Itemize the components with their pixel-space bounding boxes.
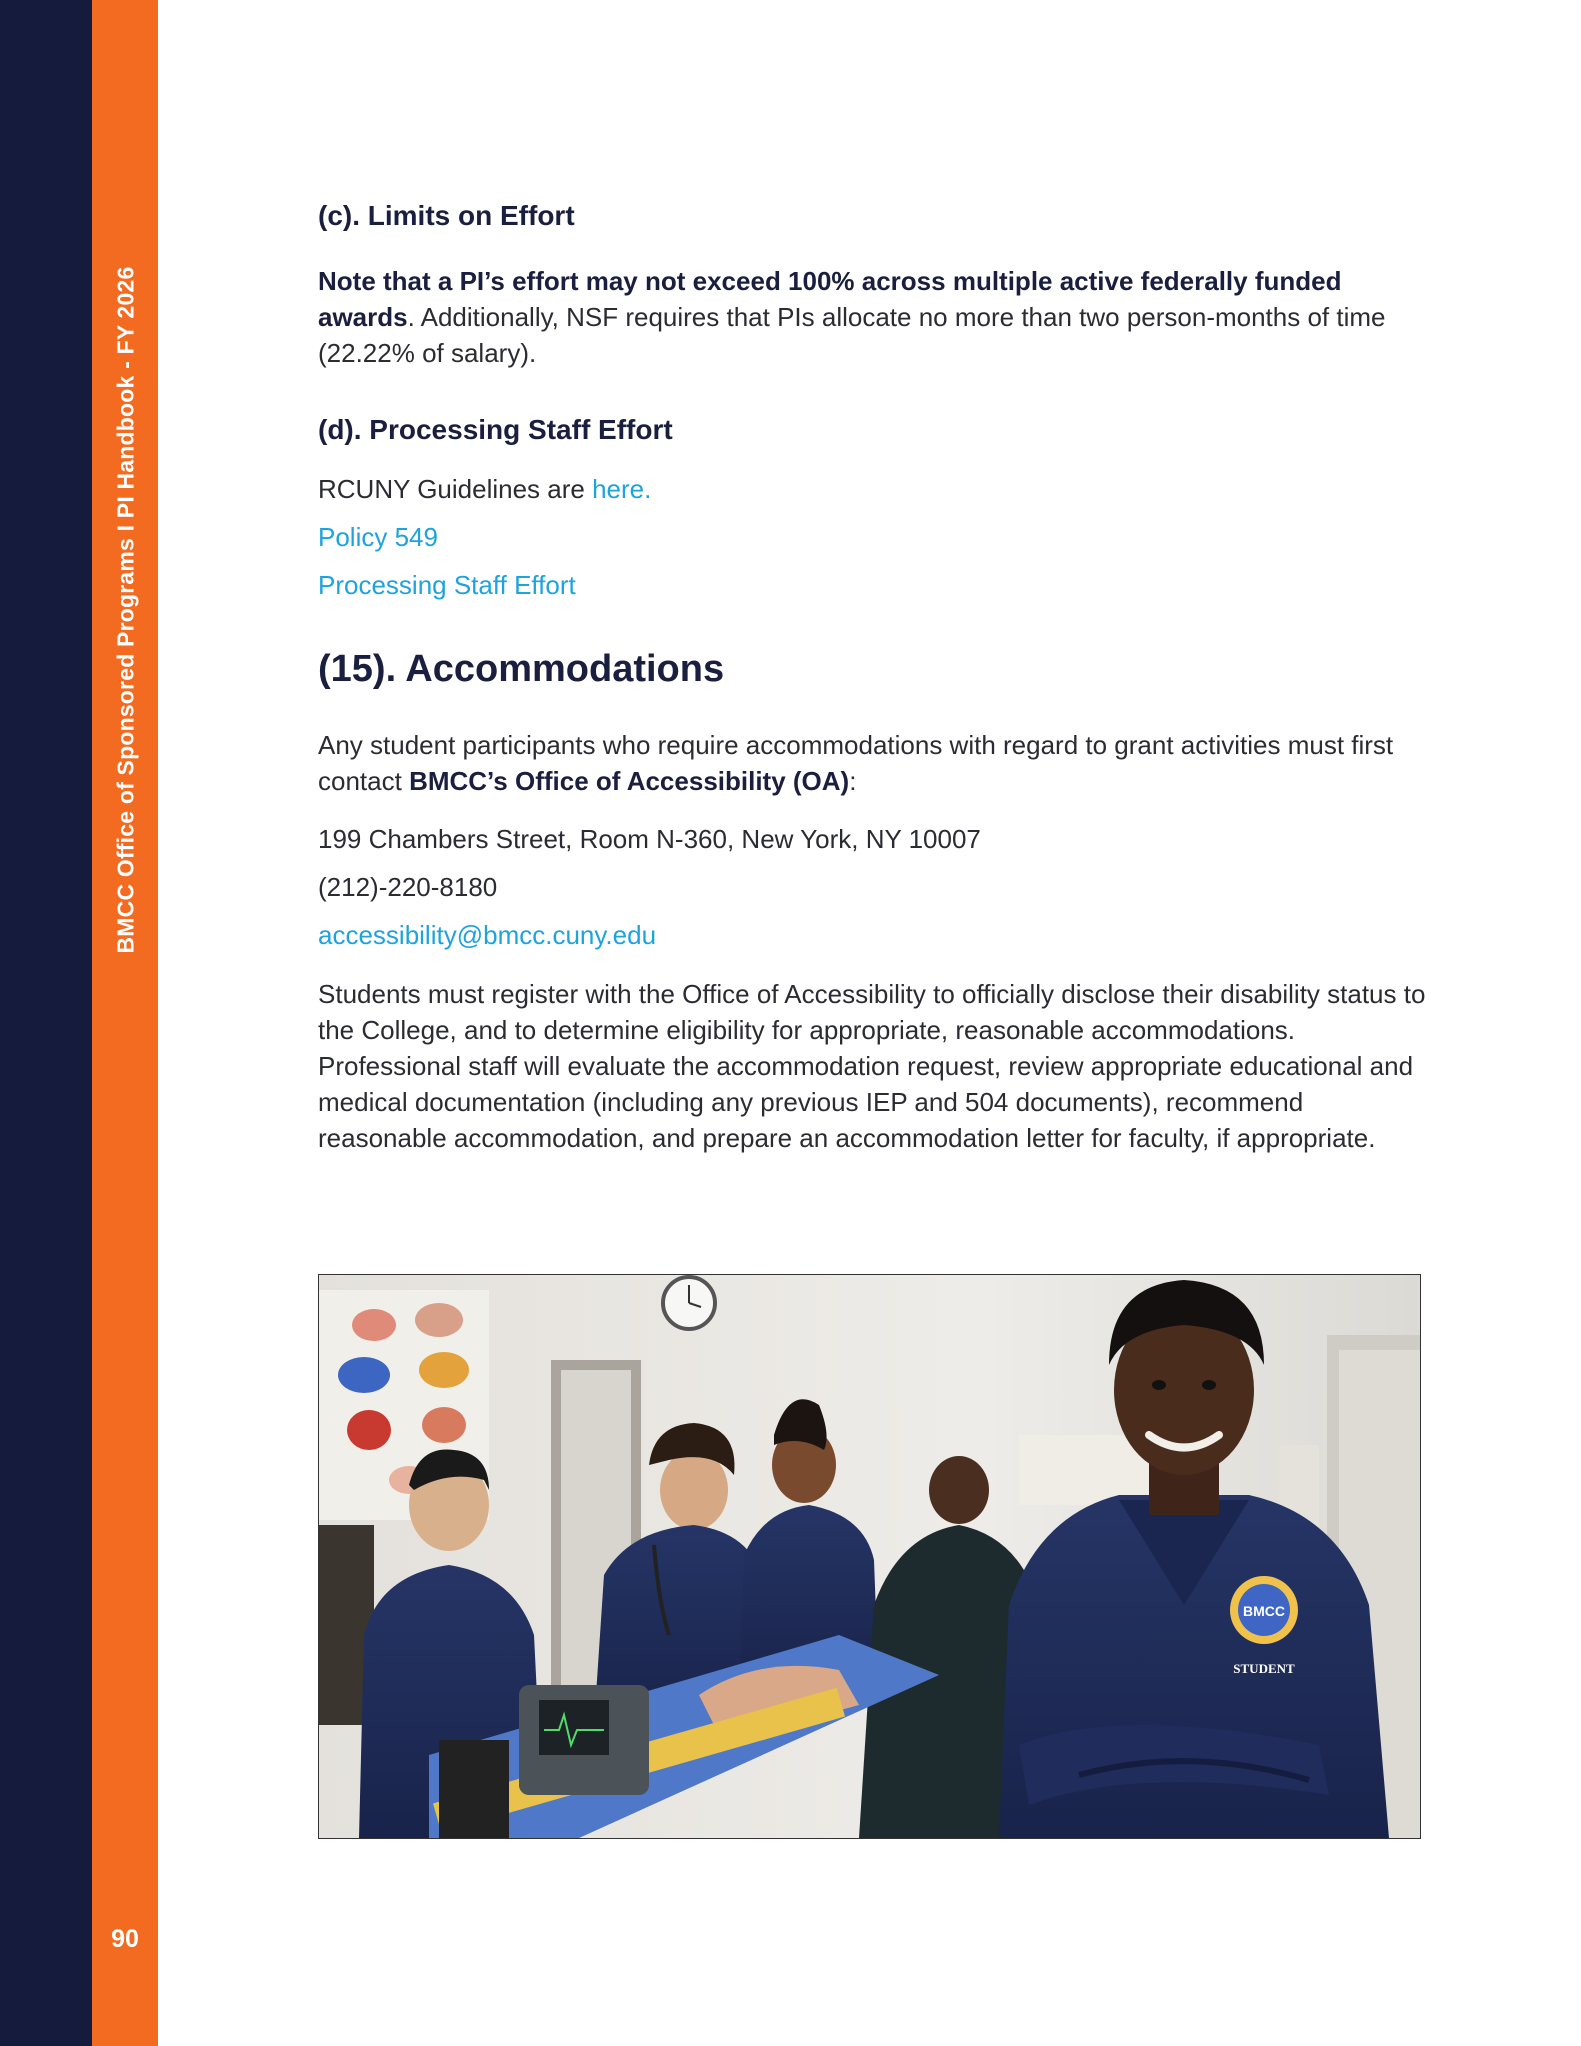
badge-label: BMCC (1243, 1603, 1285, 1619)
oa-email-link[interactable]: accessibility@bmcc.cuny.edu (318, 920, 657, 950)
heading-processing-staff-effort: (d). Processing Staff Effort (318, 414, 673, 445)
office-of-accessibility-name: BMCC’s Office of Accessibility (OA) (409, 766, 850, 796)
rcuny-guidelines-text: RCUNY Guidelines are (318, 474, 593, 504)
accommodations-body: Students must register with the Office of Accessibility to officially disclose their disability status to the College, and to determine eligibility for appropriate, reasonable accommodations. Professional staff will evaluate the accommodation request, review appropriate educational and medical documentation (including any previous IEP and 504 documents), recommend reasonable accommodation, and prepare an accommodation letter for faculty, if appropriate. (318, 979, 1426, 1153)
limits-bold-text: Note that a PI’s effort may not exceed 100% across multiple active federally funded awards (318, 266, 1342, 332)
page-number: 90 (111, 1925, 139, 1953)
shirt-label: STUDENT (1233, 1661, 1295, 1676)
sidebar-title: BMCC Office of Sponsored Programs I PI Handbook - FY 2026 (112, 266, 139, 954)
processing-staff-effort-link[interactable]: Processing Staff Effort (318, 570, 576, 600)
accommodations-intro (318, 727, 1428, 799)
accommodations-intro-text: Any student participants who require accommodations with regard to grant activities must first contact (318, 730, 1394, 796)
heading-limits-on-effort: (c). Limits on Effort (318, 200, 575, 231)
accommodations-intro-end: : (849, 766, 857, 796)
policy-549-link[interactable]: Policy 549 (318, 522, 438, 552)
oa-address: 199 Chambers Street, Room N-360, New York, NY 10007 (318, 824, 981, 854)
rcuny-guidelines-link[interactable]: here. (592, 474, 652, 504)
heading-accommodations: (15). Accommodations (318, 648, 725, 690)
oa-phone: (212)-220-8180 (318, 872, 498, 902)
limits-rest-text: . Additionally, NSF requires that PIs allocate no more than two person-months of time (22.22% of salary). (318, 302, 1386, 368)
students-photo-illustration (319, 1275, 1420, 1838)
sidebar-navy-band (0, 0, 92, 2046)
bmcc-badge (1230, 1576, 1298, 1644)
limits-on-effort-paragraph (318, 263, 1428, 371)
rcuny-guidelines-line (318, 471, 651, 507)
students-photo (318, 1274, 1421, 1839)
